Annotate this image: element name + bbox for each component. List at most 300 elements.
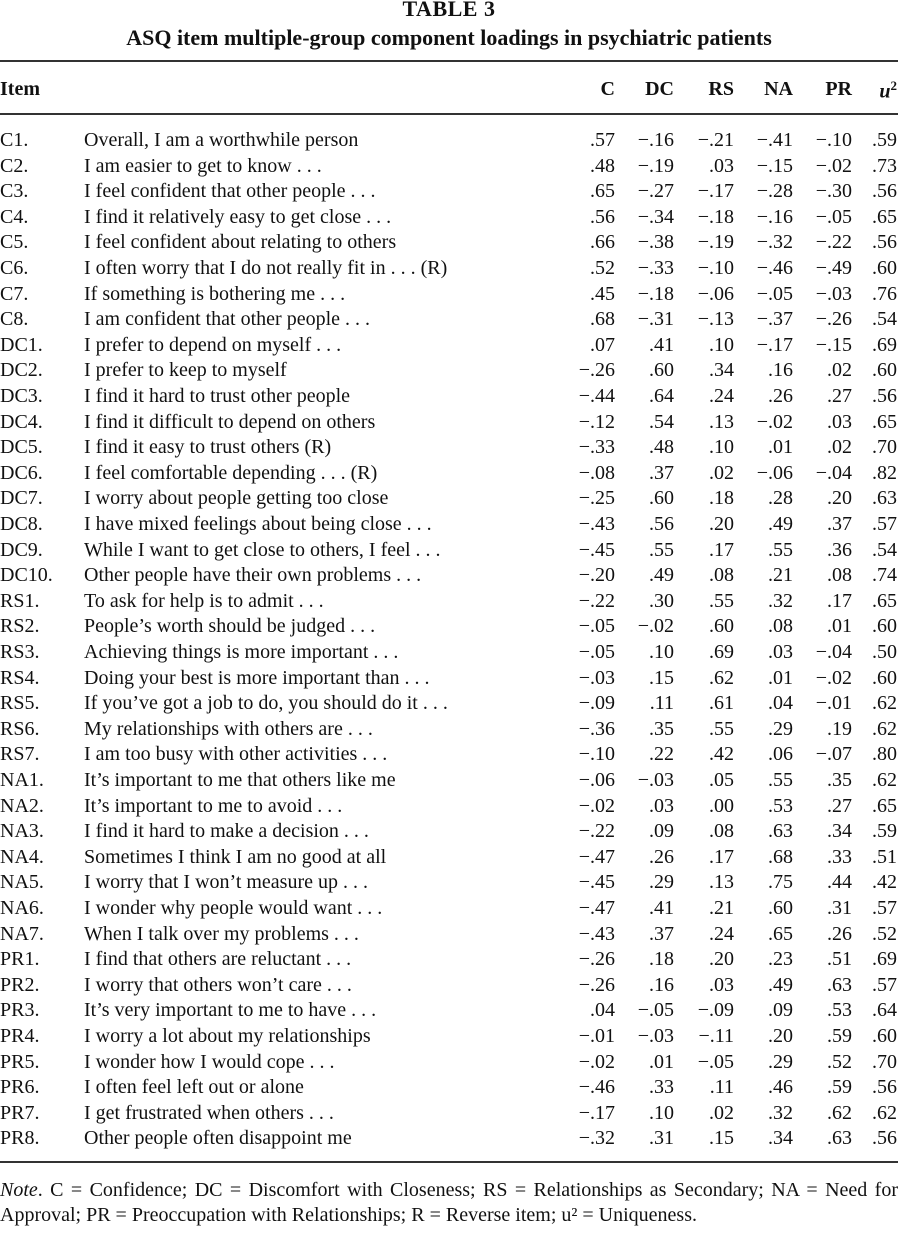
loading-pr: .33	[827, 845, 852, 868]
item-code: DC5.	[0, 436, 43, 459]
table-row	[0, 666, 898, 691]
item-text: While I want to get close to others, I feel . . .	[84, 538, 441, 561]
table-row	[0, 512, 898, 537]
loading-rs: .05	[709, 769, 734, 791]
item-code: RS7.	[0, 743, 40, 766]
uniqueness: .60	[872, 359, 897, 382]
loading-dc: .10	[649, 1101, 674, 1124]
loading-pr: −.22	[815, 231, 852, 254]
loading-rs: .17	[709, 538, 734, 561]
loading-dc: −.03	[637, 769, 674, 791]
item-code: PR7.	[0, 1101, 40, 1124]
table-row	[0, 1024, 898, 1049]
item-code: C6.	[0, 257, 29, 279]
loading-na: −.37	[756, 308, 793, 331]
loading-na: −.46	[756, 257, 793, 279]
item-code: C4.	[0, 205, 29, 228]
loading-pr: .63	[827, 1127, 852, 1150]
loading-pr: .01	[827, 615, 852, 638]
uniqueness: .64	[872, 999, 897, 1022]
loading-rs: .13	[709, 871, 734, 894]
item-code: PR4.	[0, 1025, 40, 1047]
loading-rs: .21	[709, 897, 734, 919]
loading-c: −.10	[578, 743, 615, 766]
uniqueness: .74	[872, 564, 897, 587]
loading-c: −.22	[578, 820, 615, 843]
item-text: I often feel left out or alone	[84, 1076, 304, 1099]
table-row	[0, 845, 898, 870]
table-row	[0, 358, 898, 383]
loading-na: .63	[768, 820, 793, 843]
loading-c: .52	[590, 257, 615, 279]
item-code: DC7.	[0, 487, 43, 510]
loading-rs: −.18	[697, 205, 734, 228]
uniqueness: .65	[872, 205, 897, 228]
loading-na: .28	[768, 487, 793, 510]
loading-pr: .08	[827, 564, 852, 587]
loading-rs: .15	[709, 1127, 734, 1150]
loading-pr: .36	[827, 538, 852, 561]
item-text: If you’ve got a job to do, you should do it . . .	[84, 692, 448, 715]
loading-na: .46	[768, 1076, 793, 1099]
uniqueness: .50	[872, 641, 897, 663]
loading-dc: .33	[649, 1076, 674, 1099]
uniqueness: .69	[872, 948, 897, 971]
loading-na: .49	[768, 513, 793, 535]
item-text: I wonder why people would want . . .	[84, 897, 383, 919]
table-note	[0, 1178, 898, 1228]
table-row	[0, 435, 898, 460]
uniqueness: .56	[872, 385, 897, 407]
uniqueness: .56	[872, 1127, 897, 1150]
loading-na: .49	[768, 973, 793, 996]
loading-rs: .00	[709, 794, 734, 817]
loading-c: −.47	[578, 845, 615, 868]
uniqueness: .62	[872, 717, 897, 740]
loading-pr: .59	[827, 1025, 852, 1047]
item-code: RS6.	[0, 717, 40, 740]
item-text: People’s worth should be judged . . .	[84, 615, 376, 638]
loading-rs: .34	[709, 359, 734, 382]
loading-c: .66	[590, 231, 615, 254]
table-caption: ASQ item multiple-group component loadings in psychiatric patients	[126, 25, 772, 50]
loading-dc: .64	[649, 385, 674, 407]
loading-na: .21	[768, 564, 793, 587]
loading-dc: .26	[649, 845, 674, 868]
loading-c: −.02	[578, 1050, 615, 1073]
loading-dc: −.34	[637, 205, 674, 228]
loading-rs: .20	[709, 513, 734, 535]
loading-dc: .41	[649, 897, 674, 919]
item-code: C2.	[0, 154, 29, 177]
loading-dc: .55	[649, 538, 674, 561]
loading-c: .65	[590, 180, 615, 203]
loading-c: −.17	[578, 1101, 615, 1124]
item-code: NA1.	[0, 769, 44, 791]
loading-pr: .02	[827, 359, 852, 382]
loading-c: −.43	[578, 513, 615, 535]
loading-dc: .60	[649, 359, 674, 382]
item-code: C7.	[0, 282, 29, 305]
loading-c: −.06	[578, 769, 615, 791]
item-text: Overall, I am a worthwhile person	[84, 129, 359, 151]
loading-na: .03	[768, 641, 793, 663]
loading-pr: .44	[827, 871, 852, 894]
loading-c: −.09	[578, 692, 615, 715]
table-row	[0, 128, 898, 153]
loading-na: −.17	[756, 333, 793, 356]
item-text: I worry that I won’t measure up . . .	[84, 871, 369, 894]
loading-dc: .16	[649, 973, 674, 996]
loading-c: −.01	[578, 1025, 615, 1047]
loading-rs: .08	[709, 820, 734, 843]
uniqueness: .54	[872, 538, 897, 561]
loading-dc: .49	[649, 564, 674, 587]
item-code: NA5.	[0, 871, 44, 894]
loading-pr: .19	[827, 717, 852, 740]
item-text: I wonder how I would cope . . .	[84, 1050, 335, 1073]
item-text: If something is bothering me . . .	[84, 282, 346, 305]
table-row	[0, 896, 898, 921]
loading-na: .53	[768, 794, 793, 817]
item-text: It’s very important to me to have . . .	[84, 999, 377, 1022]
item-text: I get frustrated when others . . .	[84, 1101, 334, 1124]
uniqueness: .70	[872, 436, 897, 459]
loading-dc: .56	[649, 513, 674, 535]
table-row	[0, 538, 898, 563]
uniqueness: .42	[872, 871, 897, 894]
table-row	[0, 870, 898, 895]
loading-na: −.05	[756, 282, 793, 305]
item-code: PR3.	[0, 999, 40, 1022]
loading-c: −.45	[578, 538, 615, 561]
loading-dc: −.27	[637, 180, 674, 203]
loading-pr: −.04	[815, 641, 852, 663]
header-rule	[0, 113, 898, 115]
item-code: DC9.	[0, 538, 43, 561]
uniqueness: .69	[872, 333, 897, 356]
loading-dc: .29	[649, 871, 674, 894]
table-row	[0, 768, 898, 793]
loading-c: .48	[590, 154, 615, 177]
item-code: DC3.	[0, 385, 43, 407]
loading-na: .20	[768, 1025, 793, 1047]
loading-rs: .08	[709, 564, 734, 587]
item-text: Other people have their own problems . . .	[84, 564, 422, 587]
loading-rs: .42	[709, 743, 734, 766]
loading-c: .56	[590, 205, 615, 228]
item-code: NA4.	[0, 845, 44, 868]
uniqueness: .65	[872, 794, 897, 817]
uniqueness: .62	[872, 1101, 897, 1124]
item-text: I worry that others won’t care . . .	[84, 973, 352, 996]
uniqueness: .56	[872, 231, 897, 254]
loading-na: −.16	[756, 205, 793, 228]
loading-pr: −.03	[815, 282, 852, 305]
loading-na: −.32	[756, 231, 793, 254]
loading-dc: −.05	[637, 999, 674, 1022]
uniqueness: .76	[872, 282, 897, 305]
loading-rs: −.17	[697, 180, 734, 203]
loading-na: .04	[768, 692, 793, 715]
item-text: It’s important to me that others like me	[84, 769, 396, 791]
loading-na: .16	[768, 359, 793, 382]
uniqueness: .70	[872, 1050, 897, 1073]
loading-na: .55	[768, 538, 793, 561]
loading-pr: .59	[827, 1076, 852, 1099]
loading-pr: .26	[827, 922, 852, 945]
loading-c: −.02	[578, 794, 615, 817]
loading-dc: −.19	[637, 154, 674, 177]
loading-pr: −.05	[815, 205, 852, 228]
item-text: I find it easy to trust others (R)	[84, 436, 332, 459]
item-code: PR5.	[0, 1050, 40, 1073]
loading-c: −.03	[578, 666, 615, 689]
header-dc: DC	[645, 78, 674, 100]
table-row	[0, 1050, 898, 1075]
bottom-rule	[0, 1161, 898, 1163]
loading-pr: −.15	[815, 333, 852, 356]
loading-rs: −.05	[697, 1050, 734, 1073]
uniqueness: .63	[872, 487, 897, 510]
loading-rs: −.10	[697, 257, 734, 279]
loading-pr: .37	[827, 513, 852, 535]
loading-rs: .61	[709, 692, 734, 715]
loading-rs: .62	[709, 666, 734, 689]
loading-rs: .20	[709, 948, 734, 971]
uniqueness: .65	[872, 410, 897, 433]
loading-pr: −.02	[815, 154, 852, 177]
item-code: DC6.	[0, 461, 43, 484]
item-text: My relationships with others are . . .	[84, 717, 373, 740]
loading-pr: .53	[827, 999, 852, 1022]
loading-pr: .51	[827, 948, 852, 971]
item-text: Doing your best is more important than . . .	[84, 666, 430, 689]
item-text: I worry a lot about my relationships	[84, 1025, 371, 1047]
table-row	[0, 717, 898, 742]
item-text: I worry about people getting too close	[84, 487, 389, 510]
loading-dc: −.38	[637, 231, 674, 254]
loading-na: .68	[768, 845, 793, 868]
loading-pr: .62	[827, 1101, 852, 1124]
header-u2: $u^2$	[879, 78, 897, 103]
table-row	[0, 205, 898, 230]
loading-pr: −.49	[815, 257, 852, 279]
item-code: PR2.	[0, 973, 40, 996]
loading-na: .29	[768, 1050, 793, 1073]
table-row	[0, 640, 898, 665]
loading-na: .26	[768, 385, 793, 407]
table-row	[0, 1075, 898, 1100]
loading-dc: .35	[649, 717, 674, 740]
loading-dc: .03	[649, 794, 674, 817]
loading-pr: −.02	[815, 666, 852, 689]
loading-c: −.33	[578, 436, 615, 459]
table-row	[0, 1101, 898, 1126]
table-row	[0, 384, 898, 409]
table-row	[0, 998, 898, 1023]
loading-dc: −.31	[637, 308, 674, 331]
item-text: I am confident that other people . . .	[84, 308, 371, 331]
loading-pr: .52	[827, 1050, 852, 1073]
loading-na: .75	[768, 871, 793, 894]
uniqueness: .60	[872, 615, 897, 638]
loading-rs: .02	[709, 1101, 734, 1124]
table-row	[0, 742, 898, 767]
item-code: C1.	[0, 129, 29, 151]
table-row	[0, 563, 898, 588]
loading-rs: .13	[709, 410, 734, 433]
loading-rs: −.13	[697, 308, 734, 331]
loading-pr: .02	[827, 436, 852, 459]
loading-c: −.45	[578, 871, 615, 894]
loading-pr: .20	[827, 487, 852, 510]
table-number: TABLE 3	[402, 0, 496, 21]
item-text: I find it difficult to depend on others	[84, 410, 376, 433]
table-row	[0, 307, 898, 332]
uniqueness: .60	[872, 666, 897, 689]
loading-rs: .18	[709, 487, 734, 510]
loading-pr: .17	[827, 589, 852, 612]
loading-c: −.12	[578, 410, 615, 433]
header-na: NA	[764, 78, 793, 100]
item-code: NA6.	[0, 897, 44, 919]
item-text: I find it hard to make a decision . . .	[84, 820, 369, 843]
loading-dc: .10	[649, 641, 674, 663]
item-code: C8.	[0, 308, 29, 331]
uniqueness: .80	[872, 743, 897, 766]
table-row	[0, 282, 898, 307]
loading-na: .60	[768, 897, 793, 919]
item-text: I am easier to get to know . . .	[84, 154, 322, 177]
loading-dc: .31	[649, 1127, 674, 1150]
loading-c: −.44	[578, 385, 615, 407]
item-code: PR1.	[0, 948, 40, 971]
loading-dc: .48	[649, 436, 674, 459]
loading-dc: .11	[649, 692, 674, 715]
loading-dc: .41	[649, 333, 674, 356]
loading-rs: .10	[709, 333, 734, 356]
item-text: Other people often disappoint me	[84, 1127, 352, 1150]
loading-dc: .37	[649, 922, 674, 945]
loading-pr: .35	[827, 769, 852, 791]
loading-c: .57	[590, 129, 615, 151]
item-code: NA3.	[0, 820, 44, 843]
item-text: I am too busy with other activities . . .	[84, 743, 388, 766]
loading-pr: .03	[827, 410, 852, 433]
table-row	[0, 410, 898, 435]
item-code: NA7.	[0, 922, 44, 945]
loading-na: .65	[768, 922, 793, 945]
loading-na: .55	[768, 769, 793, 791]
loading-na: −.28	[756, 180, 793, 203]
loading-rs: −.06	[697, 282, 734, 305]
loading-c: −.05	[578, 641, 615, 663]
uniqueness: .60	[872, 257, 897, 279]
loading-dc: −.33	[637, 257, 674, 279]
loading-c: −.25	[578, 487, 615, 510]
uniqueness: .54	[872, 308, 897, 331]
item-code: C3.	[0, 180, 29, 203]
loading-rs: .69	[709, 641, 734, 663]
loading-dc: −.03	[637, 1025, 674, 1047]
item-code: NA2.	[0, 794, 44, 817]
item-code: DC2.	[0, 359, 43, 382]
uniqueness: .60	[872, 1025, 897, 1047]
item-text: Achieving things is more important . . .	[84, 641, 399, 663]
item-code: RS5.	[0, 692, 40, 715]
item-code: DC1.	[0, 333, 43, 356]
table-row	[0, 614, 898, 639]
item-text: I prefer to keep to myself	[84, 359, 287, 382]
loading-rs: −.21	[697, 129, 734, 151]
loading-na: .08	[768, 615, 793, 638]
loading-na: .23	[768, 948, 793, 971]
loading-na: .32	[768, 589, 793, 612]
table-row	[0, 589, 898, 614]
loading-dc: .15	[649, 666, 674, 689]
table-row	[0, 922, 898, 947]
loading-dc: −.18	[637, 282, 674, 305]
table-row	[0, 819, 898, 844]
uniqueness: .57	[872, 897, 897, 919]
loading-pr: .27	[827, 385, 852, 407]
header-item: Item	[0, 78, 40, 100]
loading-rs: −.19	[697, 231, 734, 254]
uniqueness: .56	[872, 1076, 897, 1099]
uniqueness: .56	[872, 180, 897, 203]
header-pr: PR	[825, 78, 852, 100]
table-row	[0, 691, 898, 716]
loading-dc: .22	[649, 743, 674, 766]
loading-na: .29	[768, 717, 793, 740]
table-row	[0, 973, 898, 998]
item-text: I find it relatively easy to get close . . .	[84, 205, 392, 228]
loading-c: −.43	[578, 922, 615, 945]
header-rs: RS	[708, 78, 734, 100]
item-text: I find that others are reluctant . . .	[84, 948, 352, 971]
loading-na: .32	[768, 1101, 793, 1124]
loading-rs: .03	[709, 973, 734, 996]
uniqueness: .62	[872, 769, 897, 791]
table-row	[0, 256, 898, 281]
uniqueness: .52	[872, 922, 897, 945]
item-text: When I talk over my problems . . .	[84, 922, 359, 945]
item-code: DC4.	[0, 410, 43, 433]
uniqueness: .62	[872, 692, 897, 715]
uniqueness: .65	[872, 589, 897, 612]
loading-rs: .60	[709, 615, 734, 638]
loading-pr: −.26	[815, 308, 852, 331]
loading-c: −.05	[578, 615, 615, 638]
loading-rs: .55	[709, 717, 734, 740]
item-code: DC8.	[0, 513, 43, 535]
note-label: Note	[0, 1179, 38, 1201]
item-text: I find it hard to trust other people	[84, 385, 351, 407]
loading-na: .09	[768, 999, 793, 1022]
table-row	[0, 486, 898, 511]
loading-pr: .34	[827, 820, 852, 843]
item-text: Sometimes I think I am no good at all	[84, 845, 387, 868]
table-row	[0, 230, 898, 255]
loading-c: −.26	[578, 359, 615, 382]
item-text: I have mixed feelings about being close . . .	[84, 513, 432, 535]
loading-c: −.08	[578, 461, 615, 484]
loading-rs: .02	[709, 461, 734, 484]
loading-c: .68	[590, 308, 615, 331]
uniqueness: .59	[872, 820, 897, 843]
loading-na: .34	[768, 1127, 793, 1150]
